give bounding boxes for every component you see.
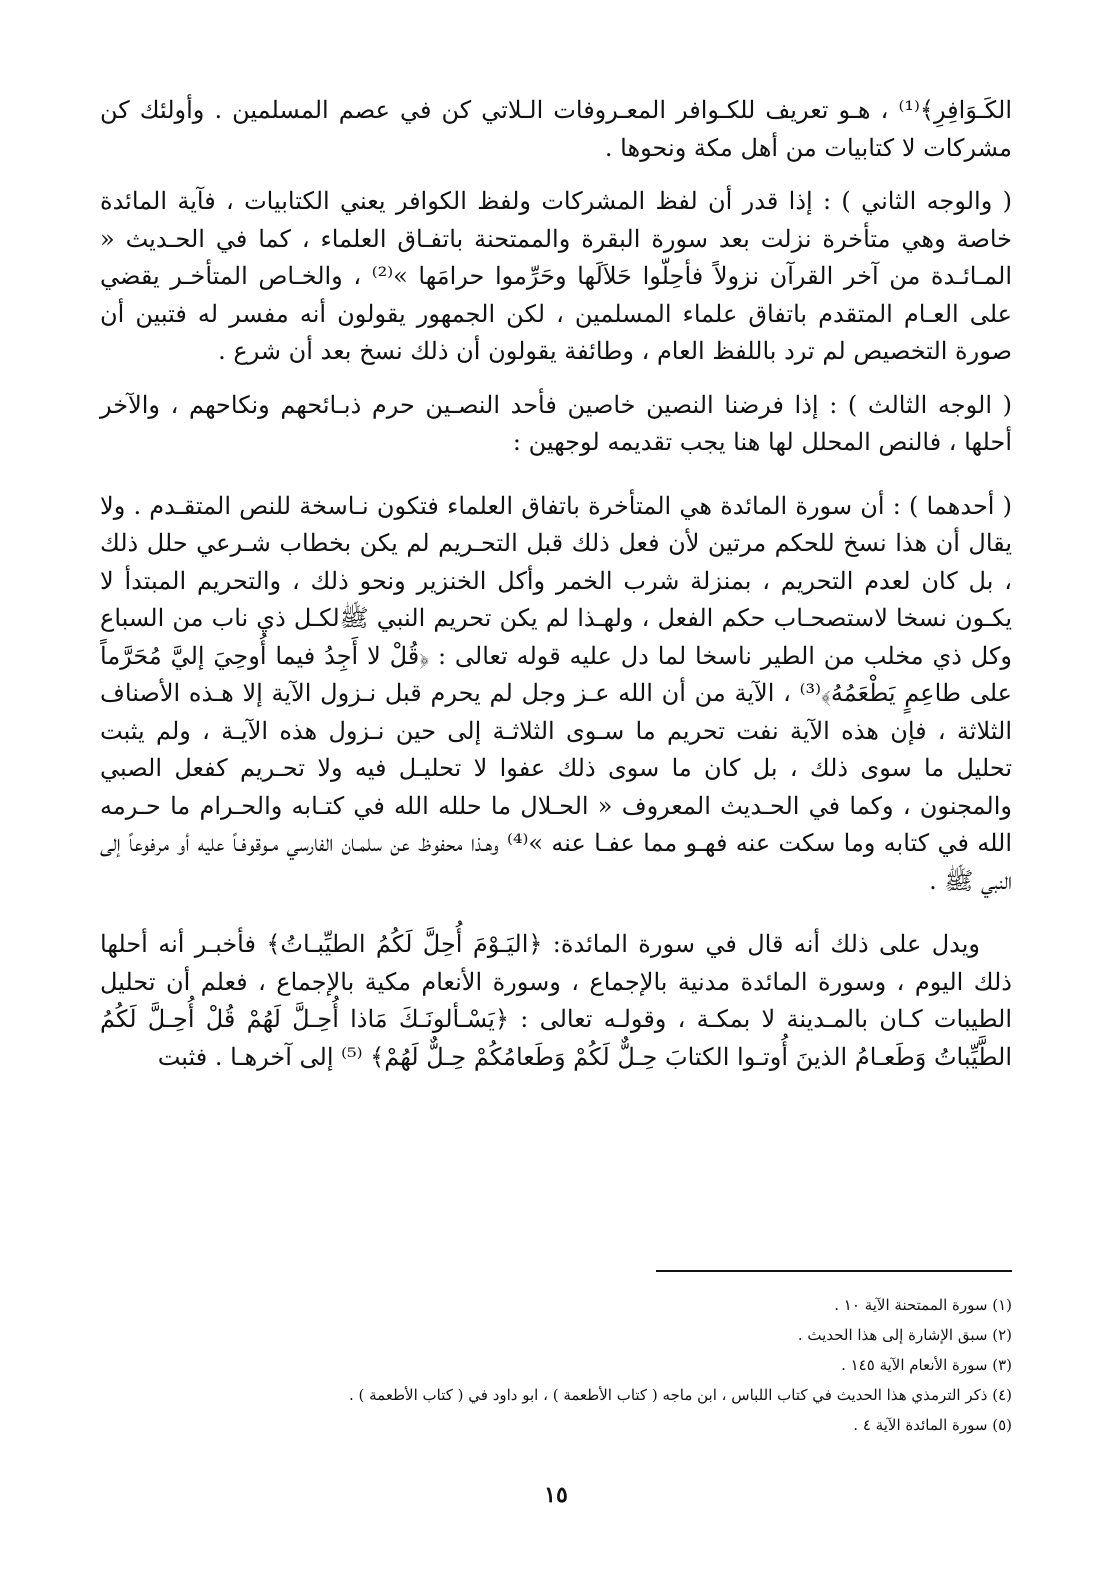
paragraph-continuation: الكَـوَافِرِ﴾⁽¹⁾ ، هـو تعريف للكـوافر المعـروفات الـلاتي كن في عصم المسلمين . وأولئك كن مشركات لا كتابيات من أهل مكة ونحوها . (100, 96, 1012, 162)
paragraph-evidence: ويدل على ذلك أنه قال في سورة المائدة: ﴿اليَـوْمَ أُحِلَّ لَكُمُ الطيِّبـاتُ﴾ فأخبـر أنه أحلها ذلك اليوم ، وسورة المائدة مدنية بالإجماع ، وسورة الأنعام مكية بالإجماع ، فعلم أن تحليل الطيبات كـان بالمـدينة لا بمكـة ، وقولـه تعالى : ﴿يَسْـألونَـكَ مَاذا أُحِـلَّ لَهُمْ قُلْ أُحِـلَّ لَكُمُ الطَّيِّباتُ وَطَعـامُ الذينَ أُوتـوا الكتابَ حِـلٌّ لَكُمْ وَطَعامُكُمْ حِـلٌّ لَهُمْ﴾ ⁽⁵⁾ إلى آخرهـا . فثبت (100, 930, 1012, 1071)
paragraph-third-aspect: ( الوجه الثالث ) : إذا فرضنا النصين خاصين فأحد النصـين حرم ذبـائحهم ونكاحهم ، والآخر أحلها ، فالنص المحلل لها هنا يجب تقديمه لوجهين : (100, 390, 1012, 456)
footnote-4: (٤) ذكر الترمذي هذا الحديث في كتاب اللباس ، ابن ماجه ( كتاب الأطعمة ) ، ابو داود في ( كتاب الأطعمة ) . (348, 1386, 1012, 1404)
page-number: ١٥ (544, 1482, 568, 1508)
footnote-separator (656, 1270, 1012, 1272)
footnote-5: (٥) سورة المائدة الآية ٤ . (853, 1416, 1012, 1434)
paragraph-second-aspect: ( والوجه الثاني ) : إذا قدر أن لفظ المشركات ولفظ الكوافر يعني الكتابيات ، فآية المائدة خاصة وهي متأخرة نزلت بعد سورة البقرة والممتحنة باتفـاق العلماء ، كما في الحـديث « المـائـدة من آخر القرآن نزولاً فأحِلّوا حَلاَلَها وحَرِّموا حرامَها »⁽²⁾ ، والخـاص المتأخـر يقضي على العـام المتقدم باتفاق علماء المسلمين ، لكن الجمهور يقولون أنه مفسر له فتبين أن صورة التخصيص لم ترد باللفظ العام ، وطائفة يقولون أن ذلك نسخ بعد أن شرع . (100, 187, 1013, 365)
footnote-3: (٣) سورة الأنعام الآية ١٤٥ . (841, 1356, 1012, 1374)
footnote-2: (٢) سبق الإشارة إلى هذا الحديث . (797, 1326, 1012, 1344)
paragraph-first-reason: ( أحدهما ) : أن سورة المائدة هي المتأخرة باتفاق العلماء فتكون نـاسخة للنص المتقـدم . ولا يقال أن هذا نسخ للحكم مرتين لأن فعل ذلك قبل التحـريم لم يكن بخطاب شـرعي حلل ذلك ، بل كان لعدم التحريم ، بمنزلة شرب الخمر وأكل الخنزير ونحو ذلك ، والتحريم المبتدأ لا يكـون نسخا لاستصحـاب حكم الفعل ، ولهـذا لم يكن تحريم النبي ﷺلكـل ذي ناب من السباع وكل ذي مخلب من الطير ناسخا لما دل عليه قوله تعالى : ﴿قُلْ لا أَجِدُ فيما أُوحِيَ إليَّ مُحَرَّماً على طاعِمٍ يَطْعَمُهُ﴾⁽³⁾ ، الآية من أن الله عـز وجل لم يحرم قبل نـزول الآية إلا هـذه الأصناف الثلاثة ، فإن هذه الآية نفت تحريم ما سـوى الثلاثـة إلى حين نـزول هذه الآيـة ، ولم يثبت تحليل ما سوى ذلك ، بل كان ما سوى ذلك عفوا لا تحليـل فيه ولا تحـريم كفعل الصبي والمجنون ، وكما في الحـديث المعروف « الحـلال ما حلله الله في كتـابه والحـرام ما حـرمه الله في كتابه وما سكت عنه فهـو مما عفـا عنه »⁽⁴⁾ وهـذا محفوظ عن سلمـان الفارسي مـوقوفـاً عليه أو مرفوعاً إلى النبي ﷺ . (100, 491, 1013, 895)
footnote-1: (١) سورة الممتحنة الآية ١٠ . (834, 1296, 1012, 1314)
footnotes (100, 1290, 1012, 1440)
